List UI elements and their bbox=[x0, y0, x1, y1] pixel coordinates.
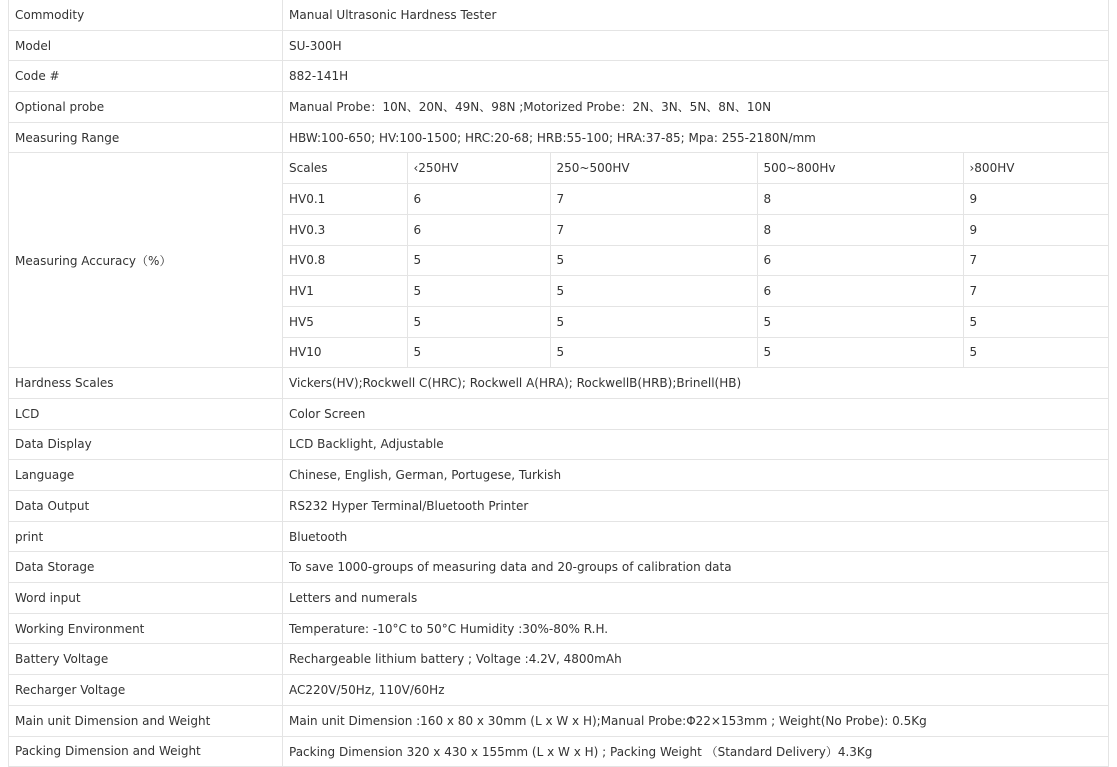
accuracy-header-cell: ‹250HV bbox=[407, 153, 550, 183]
accuracy-scale-cell: HV0.1 bbox=[283, 184, 407, 215]
spec-value: Manual Probe：10N、20N、49N、98N ;Motorized Probe：2N、3N、5N、8N、10N bbox=[283, 92, 1109, 123]
spec-label: Data Display bbox=[9, 429, 283, 460]
spec-value: Manual Ultrasonic Hardness Tester bbox=[283, 0, 1109, 30]
spec-row bbox=[9, 613, 1109, 644]
spec-value: Main unit Dimension :160 x 80 x 30mm (L x W x H);Manual Probe:Φ22×153mm ; Weight(No Probe): 0.5Kg bbox=[283, 705, 1109, 736]
accuracy-header-cell: 250~500HV bbox=[550, 153, 757, 183]
accuracy-value-cell: 9 bbox=[963, 214, 1108, 245]
accuracy-value-cell: 9 bbox=[963, 184, 1108, 215]
accuracy-row bbox=[283, 245, 1108, 276]
spec-row bbox=[9, 0, 1109, 30]
accuracy-table bbox=[283, 153, 1108, 367]
accuracy-value-cell: 5 bbox=[407, 306, 550, 337]
spec-label: print bbox=[9, 521, 283, 552]
spec-value: HBW:100-650; HV:100-1500; HRC:20-68; HRB:55-100; HRA:37-85; Mpa: 255-2180N/mm bbox=[283, 122, 1109, 153]
spec-row bbox=[9, 736, 1109, 767]
spec-row bbox=[9, 61, 1109, 92]
spec-table-body bbox=[9, 0, 1109, 767]
spec-label: Working Environment bbox=[9, 613, 283, 644]
accuracy-value-cell: 8 bbox=[757, 184, 963, 215]
spec-label: Main unit Dimension and Weight bbox=[9, 705, 283, 736]
accuracy-value-cell: 5 bbox=[757, 306, 963, 337]
spec-label: Measuring Range bbox=[9, 122, 283, 153]
accuracy-row bbox=[283, 214, 1108, 245]
accuracy-value-cell: 7 bbox=[550, 184, 757, 215]
spec-value: Letters and numerals bbox=[283, 583, 1109, 614]
spec-row bbox=[9, 92, 1109, 123]
spec-table bbox=[8, 0, 1109, 767]
accuracy-value-cell: 5 bbox=[963, 337, 1108, 367]
spec-value: Packing Dimension 320 x 430 x 155mm (L x W x H) ; Packing Weight （Standard Delivery）4.3Kg bbox=[283, 736, 1109, 767]
accuracy-value-cell: 5 bbox=[407, 245, 550, 276]
spec-label: Packing Dimension and Weight bbox=[9, 736, 283, 767]
accuracy-header-cell: 500~800Hv bbox=[757, 153, 963, 183]
accuracy-value-cell: 5 bbox=[757, 337, 963, 367]
accuracy-header-row bbox=[283, 153, 1108, 183]
spec-value: AC220V/50Hz, 110V/60Hz bbox=[283, 675, 1109, 706]
spec-label: Word input bbox=[9, 583, 283, 614]
spec-label: Measuring Accuracy（%） bbox=[9, 153, 283, 368]
spec-label: Battery Voltage bbox=[9, 644, 283, 675]
spec-value: RS232 Hyper Terminal/Bluetooth Printer bbox=[283, 491, 1109, 522]
accuracy-value-cell: 6 bbox=[757, 276, 963, 307]
spec-row bbox=[9, 552, 1109, 583]
spec-row bbox=[9, 491, 1109, 522]
accuracy-value-cell: 5 bbox=[550, 276, 757, 307]
spec-row bbox=[9, 122, 1109, 153]
spec-row bbox=[9, 460, 1109, 491]
spec-label: Data Output bbox=[9, 491, 283, 522]
spec-label: Optional probe bbox=[9, 92, 283, 123]
accuracy-value-cell: 5 bbox=[550, 337, 757, 367]
spec-label: Data Storage bbox=[9, 552, 283, 583]
spec-value: Color Screen bbox=[283, 398, 1109, 429]
spec-row bbox=[9, 398, 1109, 429]
spec-row bbox=[9, 368, 1109, 399]
spec-row bbox=[9, 644, 1109, 675]
accuracy-scale-cell: HV1 bbox=[283, 276, 407, 307]
spec-label: LCD bbox=[9, 398, 283, 429]
accuracy-value-cell: 5 bbox=[550, 245, 757, 276]
accuracy-value-cell: 6 bbox=[407, 184, 550, 215]
accuracy-value-cell: 7 bbox=[550, 214, 757, 245]
spec-value: 882-141H bbox=[283, 61, 1109, 92]
spec-label: Hardness Scales bbox=[9, 368, 283, 399]
spec-row bbox=[9, 583, 1109, 614]
spec-label: Model bbox=[9, 30, 283, 61]
spec-label: Code # bbox=[9, 61, 283, 92]
accuracy-scale-cell: HV0.8 bbox=[283, 245, 407, 276]
accuracy-cell bbox=[283, 153, 1109, 368]
spec-value: Bluetooth bbox=[283, 521, 1109, 552]
accuracy-value-cell: 8 bbox=[757, 214, 963, 245]
accuracy-value-cell: 5 bbox=[407, 276, 550, 307]
accuracy-value-cell: 7 bbox=[963, 245, 1108, 276]
spec-row bbox=[9, 705, 1109, 736]
spec-value: Rechargeable lithium battery ; Voltage :4.2V, 4800mAh bbox=[283, 644, 1109, 675]
accuracy-scale-cell: HV0.3 bbox=[283, 214, 407, 245]
accuracy-scale-cell: HV10 bbox=[283, 337, 407, 367]
accuracy-row bbox=[283, 276, 1108, 307]
accuracy-value-cell: 5 bbox=[963, 306, 1108, 337]
spec-row-accuracy bbox=[9, 153, 1109, 368]
spec-value: Temperature: -10°C to 50°C Humidity :30%-80% R.H. bbox=[283, 613, 1109, 644]
spec-row bbox=[9, 675, 1109, 706]
accuracy-value-cell: 6 bbox=[757, 245, 963, 276]
spec-row bbox=[9, 429, 1109, 460]
spec-label: Language bbox=[9, 460, 283, 491]
accuracy-row bbox=[283, 337, 1108, 367]
accuracy-header-cell: Scales bbox=[283, 153, 407, 183]
accuracy-scale-cell: HV5 bbox=[283, 306, 407, 337]
accuracy-value-cell: 6 bbox=[407, 214, 550, 245]
accuracy-value-cell: 7 bbox=[963, 276, 1108, 307]
accuracy-header-cell: ›800HV bbox=[963, 153, 1108, 183]
spec-value: To save 1000-groups of measuring data and 20-groups of calibration data bbox=[283, 552, 1109, 583]
spec-value: LCD Backlight, Adjustable bbox=[283, 429, 1109, 460]
spec-value: Vickers(HV);Rockwell C(HRC); Rockwell A(HRA); RockwellB(HRB);Brinell(HB) bbox=[283, 368, 1109, 399]
accuracy-row bbox=[283, 184, 1108, 215]
spec-label: Commodity bbox=[9, 0, 283, 30]
accuracy-row bbox=[283, 306, 1108, 337]
spec-row bbox=[9, 521, 1109, 552]
accuracy-value-cell: 5 bbox=[407, 337, 550, 367]
spec-value: SU-300H bbox=[283, 30, 1109, 61]
spec-label: Recharger Voltage bbox=[9, 675, 283, 706]
spec-row bbox=[9, 30, 1109, 61]
spec-value: Chinese, English, German, Portugese, Turkish bbox=[283, 460, 1109, 491]
accuracy-value-cell: 5 bbox=[550, 306, 757, 337]
